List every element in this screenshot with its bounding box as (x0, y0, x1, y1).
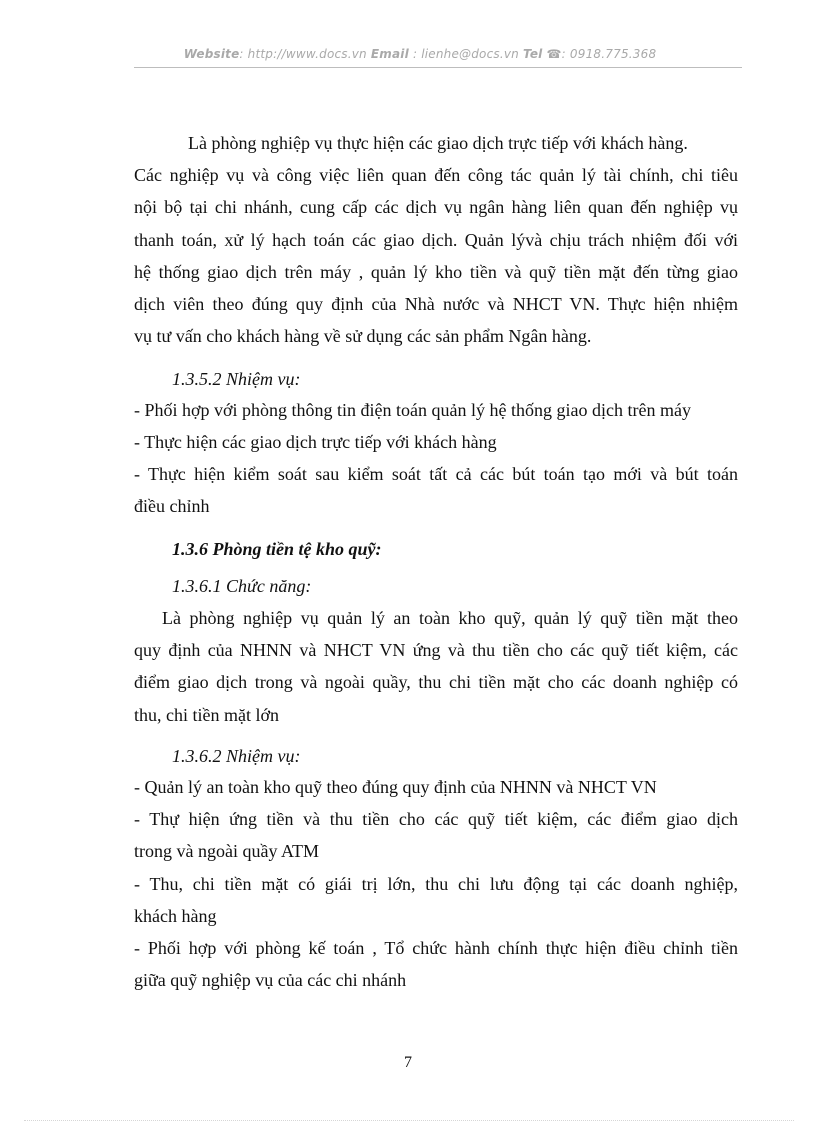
email-link[interactable]: : lienhe@docs.vn (412, 47, 519, 61)
tel-value: ☎: 0918.775.368 (546, 47, 657, 61)
paragraph-line: thu, chi tiền mặt lớn (134, 705, 279, 725)
paragraph-line: thanh toán, xử lý hạch toán các giao dịch. Quản lývà chịu trách nhiệm đối với (134, 230, 738, 250)
paragraph-line: dịch viên theo đúng quy định của Nhà nước và NHCT VN. Thực hiện nhiệm (134, 294, 738, 314)
list-item: - Phối hợp với phòng kế toán , Tổ chức hành chính thực hiện điều chỉnh tiền (134, 938, 738, 958)
page-bottom-border (24, 1120, 794, 1121)
list-item-continuation: điều chỉnh (134, 496, 210, 516)
list-item: - Thự hiện ứng tiền và thu tiền cho các quỹ tiết kiệm, các điểm giao dịch (134, 809, 738, 829)
paragraph-line: điểm giao dịch trong và ngoài quầy, thu chi tiền mặt cho các doanh nghiệp có (134, 672, 738, 692)
list-item-continuation: trong và ngoài quầy ATM (134, 841, 319, 861)
section-heading-1-3-5-2: 1.3.5.2 Nhiệm vụ: (172, 369, 301, 389)
paragraph-line: nội bộ tại chi nhánh, cung cấp các dịch vụ ngân hàng liên quan đến nghiệp vụ (134, 197, 738, 217)
paragraph-line: hệ thống giao dịch trên máy , quản lý kho tiền và quỹ tiền mặt đến từng giao (134, 262, 738, 282)
website-link[interactable]: : http://www.docs.vn (239, 47, 367, 61)
paragraph-line: vụ tư vấn cho khách hàng về sử dụng các sản phẩm Ngân hàng. (134, 326, 592, 346)
paragraph-line: Các nghiệp vụ và công việc liên quan đến công tác quản lý tài chính, chi tiêu (134, 165, 738, 185)
list-item: - Quản lý an toàn kho quỹ theo đúng quy định của NHNN và NHCT VN (134, 777, 657, 797)
section-heading-1-3-6: 1.3.6 Phòng tiền tệ kho quỹ: (172, 539, 382, 559)
website-label: Website (183, 47, 240, 61)
header-divider (134, 67, 742, 68)
email-label: Email (370, 47, 409, 61)
section-heading-1-3-6-1: 1.3.6.1 Chức năng: (172, 576, 312, 596)
page-number: 7 (404, 1054, 412, 1071)
list-item: - Thực hiện các giao dịch trực tiếp với khách hàng (134, 432, 497, 452)
list-item-continuation: khách hàng (134, 906, 217, 926)
paragraph-line: quy định của NHNN và NHCT VN ứng và thu tiền cho các quỹ tiết kiệm, các (134, 640, 738, 660)
list-item: - Thực hiện kiểm soát sau kiểm soát tất cả các bút toán tạo mới và bút toán (134, 464, 738, 484)
list-item: - Thu, chi tiền mặt có giái trị lớn, thu chi lưu động tại các doanh nghiệp, (134, 874, 738, 894)
section-heading-1-3-6-2: 1.3.6.2 Nhiệm vụ: (172, 746, 301, 766)
page-header (100, 47, 740, 61)
tel-label: Tel (523, 47, 543, 61)
list-item-continuation: giữa quỹ nghiệp vụ của các chi nhánh (134, 970, 407, 990)
paragraph-line: Là phòng nghiệp vụ quản lý an toàn kho quỹ, quản lý quỹ tiền mặt theo (162, 608, 738, 628)
list-item: - Phối hợp với phòng thông tin điện toán quản lý hệ thống giao dịch trên máy (134, 400, 691, 420)
paragraph-line: Là phòng nghiệp vụ thực hiện các giao dịch trực tiếp với khách hàng. (188, 133, 688, 153)
